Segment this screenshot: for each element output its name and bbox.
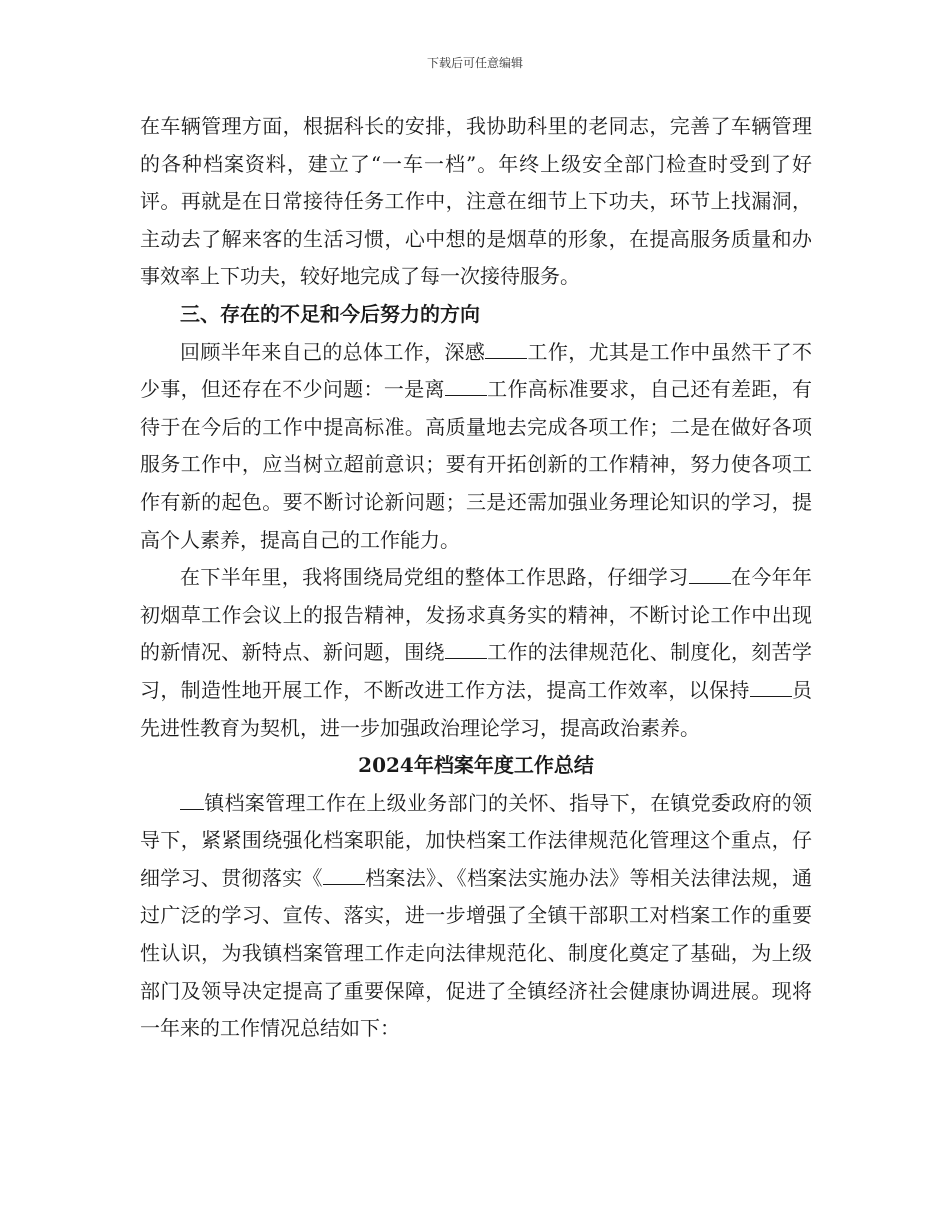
paragraph-review [140,334,812,560]
text-segment: 在下半年里，我将围绕局党组的整体工作思路，仔细学习 [180,565,689,590]
blank-underline [445,640,487,659]
blank-underline [689,565,731,584]
text-segment: 在今年年初烟草工作会议上的报告精神，发扬求真务实的精神，不断讨论工作中出现的新情况、新特点、新问题，围绕 [140,565,813,665]
blank-underline [485,340,527,359]
blank-underline [180,791,204,810]
document-title: 2024年档案年度工作总结 [358,753,594,778]
text-segment: 工作的法律规范化、制度化，刻苦学习，制造性地开展工作，不断改进工作方法，提高工作效率，以保持 [140,640,813,702]
paragraph-archive-intro [140,785,812,1048]
blank-underline [323,866,365,885]
text-segment: 镇档案管理工作在上级业务部门的关怀、指导下，在镇党委政府的领导下，紧紧围绕强化档案职能，加快档案工作法律规范化管理这个重点，仔细学习、贯彻落实《 [140,790,812,890]
page-header-note: 下载后可任意编辑 [426,56,523,70]
text-segment: 工作，尤其是工作中虽然干了不少事，但还存在不少问题：一是离 [140,339,813,402]
text-segment: 员先进性教育为契机，进一步加强政治理论学习，提高政治素养。 [140,677,813,740]
paragraph-second-half-plan [140,559,812,747]
paragraph-vehicle-management: 在车辆管理方面，根据科长的安排，我协助科里的老同志，完善了车辆管理的各种档案资料，建立了“一车一档”。年终上级安全部门检查时受到了好评。再就是在日常接待任务工作中，注意在细节上下功夫，环节上找漏洞，主动去了解来客的生活习惯，心中想的是烟草的形象，在提高服务质量和办事效率上下功夫，较好地完成了每一次接待服务。 [140,114,812,289]
blank-underline [445,377,487,396]
text-segment: 档案法》、《档案法实施办法》等相关法律法规，通过广泛的学习、宣传、落实，进一步增强了全镇干部职工对档案工作的重要性认识，为我镇档案管理工作走向法律规范化、制度化奠定了基础，为上级部门及领导决定提高了重要保障，促进了全镇经济社会健康协调进展。现将一年来的工作情况总结如下： [140,865,812,1041]
text-segment: 回顾半年来自己的总体工作，深感 [180,339,486,364]
blank-underline [750,678,792,697]
text-segment: 工作高标准要求，自己还有差距，有待于在今后的工作中提高标准。高质量地去完成各项工作；二是在做好各项服务工作中，应当树立超前意识；要有开拓创新的工作精神，努力使各项工作有新的起色。要不断讨论新问题；三是还需加强业务理论知识的学习，提高个人素养，提高自己的工作能力。 [140,377,813,552]
document-body [140,108,812,1048]
section-heading-shortcomings: 三、存在的不足和今后努力的方向 [180,301,480,326]
